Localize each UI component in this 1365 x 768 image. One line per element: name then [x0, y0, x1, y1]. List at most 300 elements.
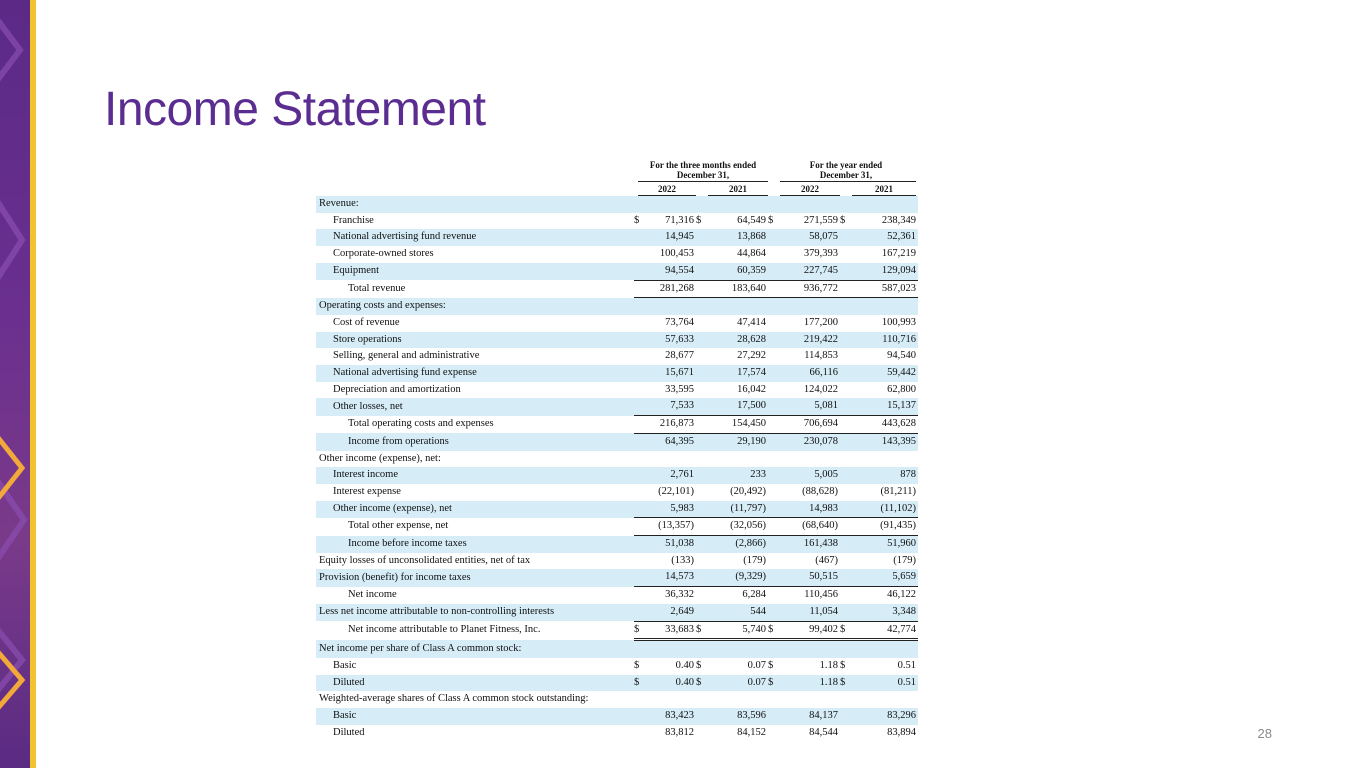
- currency-symbol: [768, 725, 780, 742]
- currency-symbol: [696, 604, 708, 621]
- currency-symbol: [696, 569, 708, 586]
- value-cell: (179): [743, 554, 766, 566]
- value-cell: [780, 451, 840, 468]
- value-cell: 44,864: [737, 248, 766, 260]
- currency-symbol: [634, 229, 646, 246]
- currency-symbol: [696, 229, 708, 246]
- table-row: [316, 451, 918, 468]
- value-cell: 11,054: [780, 604, 840, 621]
- table-row: [316, 658, 918, 675]
- table-row: [316, 621, 918, 640]
- currency-symbol: [696, 332, 708, 349]
- currency-symbol: [696, 536, 708, 553]
- value-cell: 5,005: [780, 467, 840, 484]
- currency-symbol: [696, 691, 708, 708]
- currency-symbol: [768, 382, 780, 399]
- currency-symbol: [768, 640, 780, 658]
- table-row: [316, 604, 918, 621]
- value-cell: 83,296: [852, 708, 918, 725]
- currency-symbol: [634, 553, 646, 570]
- value-cell: 0.40: [646, 675, 696, 692]
- currency-symbol: $: [840, 214, 846, 226]
- value-cell: 124,022: [803, 383, 838, 395]
- currency-symbol: [840, 691, 852, 708]
- value-cell: [780, 640, 840, 658]
- currency-symbol: [696, 501, 708, 518]
- currency-symbol: [696, 518, 708, 536]
- currency-symbol: [768, 263, 780, 280]
- currency-symbol: [634, 382, 646, 399]
- row-label: National advertising fund expense: [316, 365, 634, 382]
- currency-symbol: [634, 416, 646, 434]
- value-cell: [708, 196, 768, 213]
- currency-symbol: [696, 298, 708, 315]
- value-cell: 7,533: [646, 398, 696, 415]
- value-cell: (32,056): [708, 518, 768, 536]
- currency-symbol: [840, 484, 852, 501]
- year-header: 2021: [729, 184, 747, 194]
- currency-symbol: [840, 263, 852, 280]
- currency-symbol: [696, 382, 708, 399]
- row-label: Net income: [348, 588, 397, 600]
- currency-symbol: [768, 196, 780, 213]
- value-cell: 15,137: [852, 398, 918, 415]
- row-label: Net income per share of Class A common stock:: [316, 640, 634, 658]
- currency-symbol: [696, 196, 708, 213]
- value-cell: 17,500: [708, 398, 768, 415]
- currency-symbol: [840, 315, 852, 332]
- value-cell: 94,554: [646, 263, 696, 280]
- currency-symbol: [840, 196, 852, 213]
- currency-symbol: [840, 708, 852, 725]
- value-cell: (2,866): [708, 536, 768, 553]
- row-label: Total operating costs and expenses: [348, 418, 494, 430]
- currency-symbol: $: [768, 659, 774, 671]
- value-cell: [646, 451, 696, 468]
- value-cell: 73,764: [665, 316, 694, 328]
- value-cell: 60,359: [708, 263, 768, 280]
- value-cell: [780, 298, 840, 315]
- value-cell: 0.40: [675, 659, 694, 671]
- currency-symbol: $: [696, 675, 708, 692]
- currency-symbol: [696, 280, 708, 298]
- currency-symbol: [840, 725, 852, 742]
- value-cell: 0.07: [708, 675, 768, 692]
- value-cell: [646, 691, 696, 708]
- currency-symbol: [696, 725, 708, 742]
- value-cell: 14,945: [646, 229, 696, 246]
- header-three-months: For the three months ended December 31,: [649, 160, 757, 180]
- value-cell: (11,102): [852, 501, 918, 518]
- value-cell: 15,671: [646, 365, 696, 382]
- value-cell: 51,960: [852, 536, 918, 553]
- value-cell: 271,559: [803, 214, 838, 226]
- value-cell: (179): [893, 554, 916, 566]
- currency-symbol: [840, 280, 852, 298]
- table-row: [316, 246, 918, 263]
- currency-symbol: [768, 518, 780, 536]
- value-cell: 84,137: [780, 708, 840, 725]
- currency-symbol: [696, 315, 708, 332]
- row-label: Income from operations: [316, 433, 634, 450]
- value-cell: 33,595: [665, 383, 694, 395]
- value-cell: 587,023: [852, 280, 918, 298]
- currency-symbol: [696, 263, 708, 280]
- row-label: Provision (benefit) for income taxes: [316, 569, 634, 586]
- currency-symbol: [634, 280, 646, 298]
- table-row: [316, 382, 918, 399]
- currency-symbol: [768, 280, 780, 298]
- value-cell: 62,800: [887, 383, 916, 395]
- currency-symbol: [696, 467, 708, 484]
- value-cell: [646, 298, 696, 315]
- value-cell: 110,456: [804, 589, 838, 601]
- currency-symbol: [634, 536, 646, 553]
- currency-symbol: [768, 246, 780, 263]
- row-label: Depreciation and amortization: [333, 383, 461, 395]
- row-label: Revenue:: [316, 196, 634, 213]
- currency-symbol: [696, 416, 708, 434]
- currency-symbol: [634, 332, 646, 349]
- value-cell: [852, 640, 918, 658]
- row-label: Total revenue: [348, 282, 406, 294]
- row-label: Equipment: [316, 263, 634, 280]
- currency-symbol: $: [840, 675, 852, 692]
- currency-symbol: [696, 708, 708, 725]
- currency-symbol: [634, 263, 646, 280]
- currency-symbol: [768, 416, 780, 434]
- row-label: Interest income: [316, 467, 634, 484]
- row-label: Net income attributable to Planet Fitness, Inc.: [348, 624, 541, 636]
- table-row: [316, 691, 918, 708]
- currency-symbol: [634, 467, 646, 484]
- value-cell: 233: [708, 467, 768, 484]
- value-cell: 29,190: [708, 433, 768, 450]
- value-cell: 83,894: [887, 726, 916, 738]
- currency-symbol: [696, 587, 708, 604]
- row-label: Total other expense, net: [348, 520, 449, 532]
- value-cell: 936,772: [780, 280, 840, 298]
- table-row: [316, 263, 918, 280]
- currency-symbol: [634, 569, 646, 586]
- value-cell: 83,423: [646, 708, 696, 725]
- currency-symbol: $: [768, 621, 780, 640]
- value-cell: 5,740: [708, 621, 768, 640]
- currency-symbol: [840, 569, 852, 586]
- value-cell: 0.51: [897, 659, 916, 671]
- value-cell: [780, 691, 840, 708]
- value-cell: 36,332: [665, 589, 694, 601]
- currency-symbol: $: [634, 675, 646, 692]
- value-cell: 5,983: [646, 501, 696, 518]
- currency-symbol: $: [634, 214, 640, 226]
- value-cell: 14,983: [780, 501, 840, 518]
- currency-symbol: [768, 398, 780, 415]
- value-cell: 5,081: [780, 398, 840, 415]
- table-row: [316, 518, 918, 536]
- value-cell: (22,101): [658, 485, 694, 497]
- value-cell: 6,284: [742, 589, 766, 601]
- row-label: Weighted-average shares of Class A common stock outstanding:: [319, 693, 589, 705]
- value-cell: 17,574: [708, 365, 768, 382]
- currency-symbol: $: [840, 659, 846, 671]
- currency-symbol: [768, 569, 780, 586]
- currency-symbol: [840, 246, 852, 263]
- currency-symbol: [634, 587, 646, 604]
- value-cell: 59,442: [852, 365, 918, 382]
- currency-symbol: [696, 553, 708, 570]
- currency-symbol: [840, 467, 852, 484]
- value-cell: 1.18: [819, 659, 838, 671]
- currency-symbol: [840, 416, 852, 434]
- row-label: Other income (expense), net: [316, 501, 634, 518]
- currency-symbol: [634, 433, 646, 450]
- currency-symbol: [840, 298, 852, 315]
- row-label: Franchise: [333, 214, 374, 226]
- currency-symbol: [634, 365, 646, 382]
- value-cell: 71,316: [665, 214, 694, 226]
- value-cell: 544: [708, 604, 768, 621]
- value-cell: 83,812: [665, 726, 694, 738]
- currency-symbol: [768, 229, 780, 246]
- currency-symbol: [840, 332, 852, 349]
- table-row: [316, 348, 918, 365]
- page-number: 28: [1257, 726, 1272, 741]
- row-label: Selling, general and administrative: [333, 350, 480, 362]
- table-row: [316, 365, 918, 382]
- value-cell: (133): [671, 554, 694, 566]
- row-label: Operating costs and expenses:: [316, 298, 634, 315]
- currency-symbol: [634, 604, 646, 621]
- currency-symbol: [696, 246, 708, 263]
- value-cell: 167,219: [881, 248, 916, 260]
- value-cell: 57,633: [646, 332, 696, 349]
- value-cell: 47,414: [737, 316, 766, 328]
- value-cell: 66,116: [780, 365, 840, 382]
- value-cell: 84,152: [737, 726, 766, 738]
- currency-symbol: [768, 315, 780, 332]
- currency-symbol: [840, 451, 852, 468]
- value-cell: 51,038: [646, 536, 696, 553]
- currency-symbol: [840, 348, 852, 365]
- currency-symbol: $: [696, 659, 702, 671]
- value-cell: 238,349: [881, 214, 916, 226]
- value-cell: 129,094: [852, 263, 918, 280]
- currency-symbol: [768, 348, 780, 365]
- table-row: [316, 553, 918, 570]
- currency-symbol: $: [840, 621, 852, 640]
- row-label: Diluted: [333, 726, 365, 738]
- slide-title: Income Statement: [104, 83, 486, 136]
- currency-symbol: [696, 640, 708, 658]
- currency-symbol: [768, 467, 780, 484]
- currency-symbol: [840, 501, 852, 518]
- currency-symbol: [840, 553, 852, 570]
- value-cell: 13,868: [708, 229, 768, 246]
- currency-symbol: $: [696, 214, 702, 226]
- row-label: Other income (expense), net:: [319, 452, 441, 464]
- value-cell: 110,716: [852, 332, 918, 349]
- table-row: [316, 213, 918, 230]
- value-cell: (68,640): [780, 518, 840, 536]
- value-cell: 0.51: [852, 675, 918, 692]
- currency-symbol: [768, 451, 780, 468]
- table-row: [316, 640, 918, 658]
- table-row: [316, 398, 918, 415]
- table-row: [316, 587, 918, 604]
- currency-symbol: [634, 298, 646, 315]
- value-cell: 5,659: [852, 569, 918, 586]
- value-cell: (11,797): [708, 501, 768, 518]
- row-label: Income before income taxes: [316, 536, 634, 553]
- currency-symbol: [696, 433, 708, 450]
- currency-symbol: [768, 365, 780, 382]
- value-cell: [852, 691, 918, 708]
- currency-symbol: $: [634, 621, 646, 640]
- table-row: [316, 725, 918, 742]
- year-header: 2021: [875, 184, 893, 194]
- currency-symbol: $: [634, 659, 640, 671]
- value-cell: 183,640: [708, 280, 768, 298]
- currency-symbol: [634, 484, 646, 501]
- currency-symbol: [768, 691, 780, 708]
- value-cell: 2,761: [646, 467, 696, 484]
- row-label: Cost of revenue: [333, 316, 400, 328]
- table-row: [316, 315, 918, 332]
- table-row: [316, 569, 918, 586]
- value-cell: 143,395: [852, 433, 918, 450]
- row-label: Corporate-owned stores: [333, 248, 434, 260]
- value-cell: 46,122: [887, 589, 916, 601]
- table-row: [316, 708, 918, 725]
- value-cell: (20,492): [730, 485, 766, 497]
- value-cell: 219,422: [780, 332, 840, 349]
- value-cell: [852, 451, 918, 468]
- currency-symbol: [840, 433, 852, 450]
- value-cell: 33,683: [646, 621, 696, 640]
- currency-symbol: [696, 398, 708, 415]
- value-cell: [852, 298, 918, 315]
- row-label: Basic: [333, 659, 357, 671]
- currency-symbol: [840, 587, 852, 604]
- value-cell: 443,628: [852, 416, 918, 434]
- currency-symbol: [840, 365, 852, 382]
- currency-symbol: [634, 640, 646, 658]
- table-row: [316, 467, 918, 484]
- currency-symbol: [634, 518, 646, 536]
- value-cell: (13,357): [646, 518, 696, 536]
- table-row: [316, 416, 918, 434]
- table-row: [316, 484, 918, 501]
- table-row: [316, 536, 918, 553]
- value-cell: 14,573: [646, 569, 696, 586]
- value-cell: 878: [852, 467, 918, 484]
- currency-symbol: [840, 536, 852, 553]
- value-cell: [708, 640, 768, 658]
- value-cell: 114,853: [804, 350, 838, 362]
- chevron-pattern-icon: [0, 0, 30, 768]
- value-cell: [780, 196, 840, 213]
- currency-symbol: [634, 246, 646, 263]
- value-cell: [708, 451, 768, 468]
- currency-symbol: [634, 708, 646, 725]
- value-cell: 64,395: [646, 433, 696, 450]
- currency-symbol: [634, 196, 646, 213]
- value-cell: 84,544: [809, 726, 838, 738]
- value-cell: 230,078: [780, 433, 840, 450]
- currency-symbol: [768, 708, 780, 725]
- currency-symbol: [768, 332, 780, 349]
- value-cell: 154,450: [708, 416, 768, 434]
- header-rule: [638, 181, 768, 182]
- currency-symbol: $: [768, 675, 780, 692]
- table-row: [316, 280, 918, 298]
- accent-bar: [30, 0, 36, 768]
- value-cell: 161,438: [780, 536, 840, 553]
- currency-symbol: [768, 298, 780, 315]
- table-row: [316, 501, 918, 518]
- row-label: Other losses, net: [316, 398, 634, 415]
- row-label: Equity losses of unconsolidated entities, net of tax: [319, 554, 531, 566]
- currency-symbol: [634, 451, 646, 468]
- currency-symbol: [840, 640, 852, 658]
- value-cell: 50,515: [780, 569, 840, 586]
- row-label: National advertising fund revenue: [316, 229, 634, 246]
- value-cell: 379,393: [803, 248, 838, 260]
- decorative-side-stripe: [0, 0, 30, 768]
- year-header: 2022: [658, 184, 676, 194]
- value-cell: 52,361: [852, 229, 918, 246]
- value-cell: (467): [815, 554, 838, 566]
- currency-symbol: [768, 484, 780, 501]
- value-cell: [646, 196, 696, 213]
- row-label: Less net income attributable to non-controlling interests: [316, 604, 634, 621]
- currency-symbol: [634, 315, 646, 332]
- currency-symbol: [634, 348, 646, 365]
- value-cell: 42,774: [852, 621, 918, 640]
- value-cell: 3,348: [852, 604, 918, 621]
- table-row: [316, 229, 918, 246]
- row-label: Store operations: [316, 332, 634, 349]
- value-cell: 28,677: [665, 350, 694, 362]
- currency-symbol: [840, 604, 852, 621]
- table-row: [316, 332, 918, 349]
- currency-symbol: [634, 501, 646, 518]
- table-row: [316, 196, 918, 213]
- currency-symbol: [768, 553, 780, 570]
- value-cell: 100,453: [659, 248, 694, 260]
- currency-symbol: [696, 484, 708, 501]
- value-cell: 0.07: [747, 659, 766, 671]
- table-row: [316, 433, 918, 450]
- value-cell: 706,694: [780, 416, 840, 434]
- header-year: For the year ended December 31,: [809, 160, 883, 180]
- value-cell: (88,628): [802, 485, 838, 497]
- value-cell: 1.18: [780, 675, 840, 692]
- currency-symbol: [840, 398, 852, 415]
- value-cell: 58,075: [780, 229, 840, 246]
- row-label: Diluted: [316, 675, 634, 692]
- value-cell: 64,549: [737, 214, 766, 226]
- value-cell: [646, 640, 696, 658]
- value-cell: 281,268: [646, 280, 696, 298]
- currency-symbol: $: [696, 621, 708, 640]
- currency-symbol: $: [768, 214, 774, 226]
- value-cell: [708, 691, 768, 708]
- value-cell: 27,292: [737, 350, 766, 362]
- value-cell: 99,402: [780, 621, 840, 640]
- header-rule: [780, 181, 916, 182]
